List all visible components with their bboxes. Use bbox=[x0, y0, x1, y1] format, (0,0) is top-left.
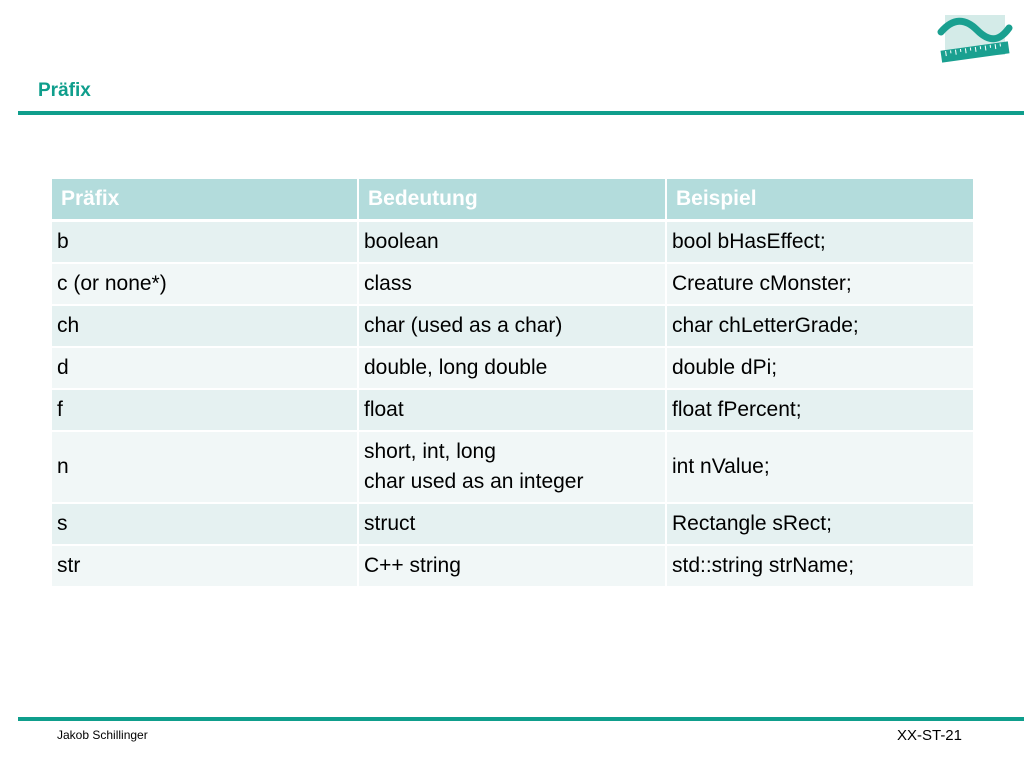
wave-ruler-logo-icon bbox=[937, 12, 1013, 66]
cell-meaning-line: short, int, long bbox=[364, 440, 496, 463]
cell-example: bool bHasEffect; bbox=[666, 221, 973, 264]
table-row bbox=[52, 545, 973, 587]
table-row bbox=[52, 221, 973, 264]
table-header-row bbox=[52, 179, 973, 221]
cell-meaning: float bbox=[358, 389, 666, 431]
cell-meaning: boolean bbox=[358, 221, 666, 264]
cell-prefix: ch bbox=[52, 305, 358, 347]
cell-prefix: f bbox=[52, 389, 358, 431]
prefix-table bbox=[52, 179, 973, 588]
cell-meaning-line: char used as an integer bbox=[364, 470, 584, 493]
cell-example: char chLetterGrade; bbox=[666, 305, 973, 347]
slide-title: Präfix bbox=[38, 80, 91, 101]
footer-divider bbox=[18, 717, 1024, 721]
cell-meaning: C++ string bbox=[358, 545, 666, 587]
cell-prefix: c (or none*) bbox=[52, 263, 358, 305]
cell-prefix: d bbox=[52, 347, 358, 389]
header-example: Beispiel bbox=[666, 179, 973, 221]
cell-meaning: class bbox=[358, 263, 666, 305]
cell-example: int nValue; bbox=[666, 431, 973, 503]
footer-author: Jakob Schillinger bbox=[57, 728, 148, 742]
cell-prefix: str bbox=[52, 545, 358, 587]
cell-meaning: char (used as a char) bbox=[358, 305, 666, 347]
table-row bbox=[52, 347, 973, 389]
cell-prefix: n bbox=[52, 431, 358, 503]
footer-slide-id: XX-ST-21 bbox=[896, 727, 962, 744]
cell-example: float fPercent; bbox=[666, 389, 973, 431]
cell-prefix: b bbox=[52, 221, 358, 264]
cell-example: Rectangle sRect; bbox=[666, 503, 973, 545]
cell-meaning: struct bbox=[358, 503, 666, 545]
prefix-table-container bbox=[52, 179, 973, 588]
header-prefix: Präfix bbox=[52, 179, 358, 221]
cell-prefix: s bbox=[52, 503, 358, 545]
cell-example: std::string strName; bbox=[666, 545, 973, 587]
cell-meaning: double, long double bbox=[358, 347, 666, 389]
header-meaning: Bedeutung bbox=[358, 179, 666, 221]
table-row bbox=[52, 431, 973, 503]
cell-example: double dPi; bbox=[666, 347, 973, 389]
table-row bbox=[52, 263, 973, 305]
title-divider bbox=[18, 111, 1024, 115]
table-row bbox=[52, 389, 973, 431]
table-row bbox=[52, 503, 973, 545]
cell-meaning bbox=[358, 431, 666, 503]
table-row bbox=[52, 305, 973, 347]
cell-example: Creature cMonster; bbox=[666, 263, 973, 305]
